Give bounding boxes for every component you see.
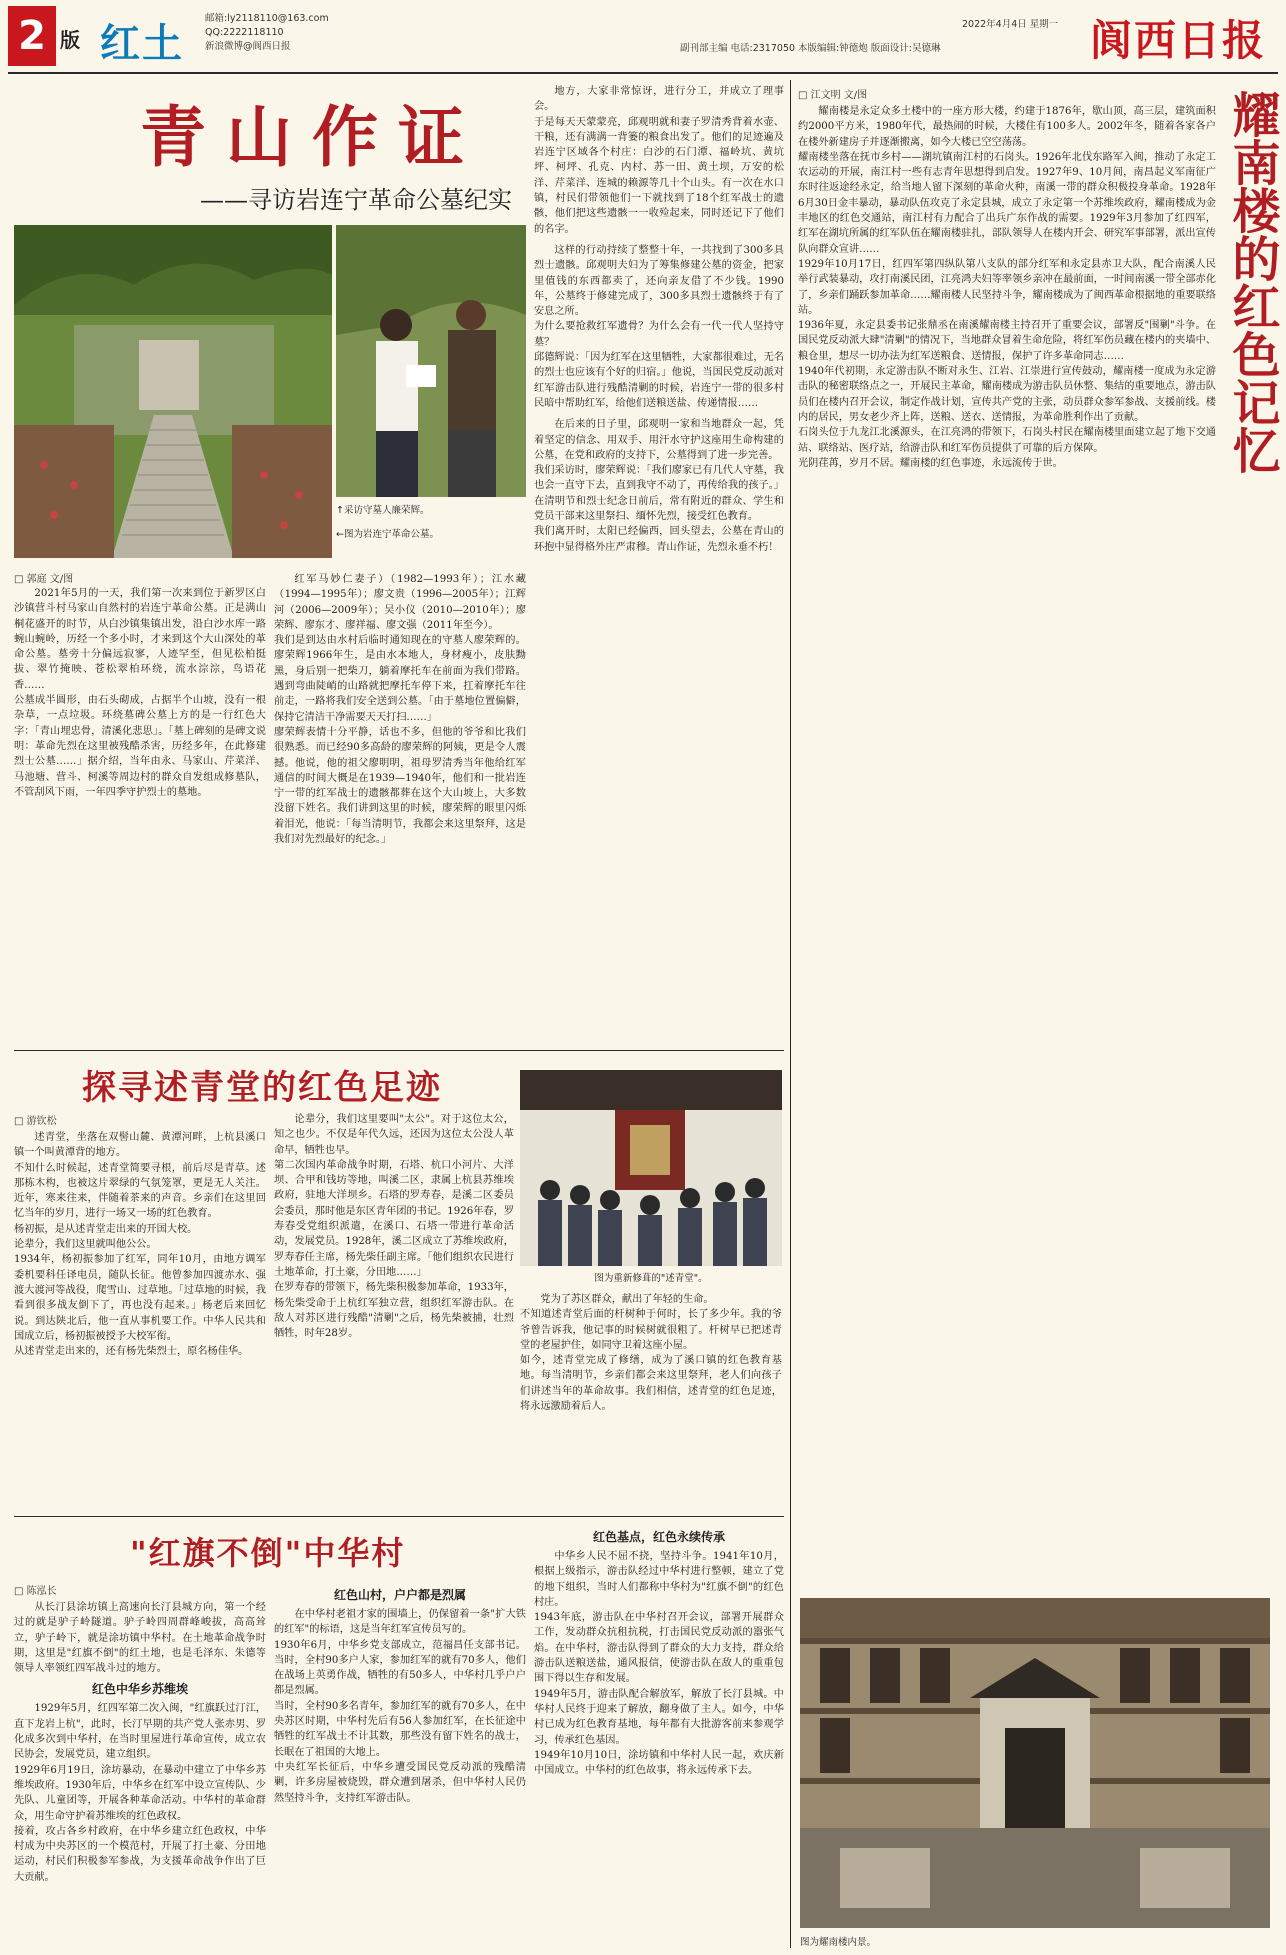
article4-subhead1: 红色中华乡苏维埃 — [91, 1682, 188, 1697]
article4-subhead2: 红色山村，户户都是烈属 — [333, 1588, 466, 1602]
article1-byline: □ 郭庭 文/图 — [14, 574, 74, 585]
article4-subhead3: 红色基点，红色永续传承 — [592, 1530, 725, 1544]
qq-text: QQ:2222118110 — [205, 26, 284, 38]
article2-body — [798, 104, 1216, 1588]
article3-title: 探寻述青堂的红色足迹 — [82, 1068, 442, 1108]
article4-col3-text: 中华乡人民不屈不挠，坚持斗争。1941年10月，根据上级指示，游击队经过中华村进行整顿，建立了党的地下组织，当时人们都称中华村为"红旗不倒"的红色村庄。 1943年底，游击队在中华村召开会议，部署开展群众工作，发动群众抗租抗税，打击国民党反动派的嚣张气焰。在中华村，游击队得到了群众的大力支持，群众给游击队送粮送盐，通风报信，使游击队在敌人的重重包围下得以生存和发展。 1949年5月，游击队配合解放军，解放了长汀县城。中华村人民终于迎来了解放，翻身做了主人。如今，中华村已成为红色教育基地，每年都有大批游客前来参观学习，传承红色基因。 1949年10月10日，涂坊镇和中华村人民一起，欢庆新中国成立。中华村的红色故事，将永远传承下去。 — [534, 1551, 784, 1777]
yaonan-caption: 图为耀南楼内景。 — [800, 1937, 877, 1948]
article1-subtitle: ——寻访岩连宁革命公墓纪实 — [200, 186, 512, 214]
email-text: 邮箱:ly2118110@163.com — [205, 13, 329, 24]
article4-col3 — [534, 1524, 784, 1948]
article1-bottom-rule — [14, 1050, 784, 1051]
article4-byline: □ 陈泓长 — [14, 1586, 57, 1597]
article3-col1-text: 述青堂，坐落在双髻山麓、黄潭河畔，上杭县溪口镇一个叫黄潭背的地方。 不知什么时候起，述青堂简要寻根，前后尽是青草。述那栋木构，也被这片翠绿的气氛笼罩，更是无人关注。近年，寒来往来，伴随着茶来的声音。乡亲们在这里回忆当年的岁月，进行一场又一场的红色教育。 杨初振，是从述青堂走出来的开国大校。 论辈分，我们这里就叫他公公。 1934年，杨初振参加了红军，同年10月，由地方调军委机要科任译电员，随队长征。他曾参加四渡赤水、强渡大渡河等战役，爬雪山、过草地。「过草地的时候，我看到很多战友倒下了，再也没有起来。」杨老后来回忆说。到达陕北后，他一直从事机要工作。中华人民共和国成立后，杨初振被授予大校军衔。 从述青堂走出来的，还有杨先柴烈士，原名杨佳华。 — [14, 1132, 266, 1358]
section-title: 红土 — [100, 21, 184, 67]
article1-col3c-text: 在后来的日子里，邱观明一家和当地群众一起，凭着坚定的信念、用双手、用汗水守护这座用生命构建的公墓，在党和政府的支持下，公墓得到了进一步完善。 我们采访时，廖荣辉说：「我们廖家已有几代人守墓，我也会一直守下去，直到我守不动了，再传给我的孩子。」在清明节和烈士纪念日前后，常有附近的群众、学生和党员干部来这里祭扫、缅怀先烈，接受红色教育。 我们离开时，太阳已经偏西，回头望去，公墓在青山的环抱中显得格外庄严肃穆。青山作证，先烈永垂不朽！ — [534, 419, 784, 553]
date-text: 2022年4月4日 星期一 — [962, 19, 1059, 30]
yaonan-illustration — [800, 1598, 1270, 1928]
editor-text: 副刊部主编 电话:2317050 本版编辑:钟德炮 版面设计:吴德琳 — [680, 43, 941, 54]
page-number: 2 — [18, 13, 46, 59]
article1-col3b-text: 这样的行动持续了整整十年，一共找到了300多具烈士遗骸。邱观明夫妇为了筹集修建公墓的资金，把家里值钱的东西都卖了，还向亲友借了不少钱。1990年，公墓终于修建完成了，300多具烈士遗骸终于有了安息之所。 为什么要抢救红军遗骨？为什么会有一代一代人坚持守墓？ 邱德辉说：「因为红军在这里牺牲，大家都很难过，无名的烈士也应该有个好的归宿。」他说，当国民党反动派对红军游击队进行残酷清剿的时候，岩连宁一带的很多村民暗中帮助红军，给他们送粮送盐、传递情报…… — [534, 244, 784, 409]
article4-col1-text: 1929年5月，红四军第二次入闽，"红旗跃过汀江，直下龙岩上杭"，此时，长汀早期的共产党人张赤男、罗化成多次到中华村，在当时里屋进行革命宣传，成立农民协会，发展党员，建立组织。 1929年6月19日，涂坊暴动，在暴动中建立了中华乡苏维埃政府。1930年后，中华乡在红军中设立宣传队、少先队、儿童团等，开展各种革命活动。中华村的革命群众，用生命守护着苏维埃的红色政权。 接着，攻占各乡村政府，在中华乡建立红色政权，中华村成为中央苏区的一个模范村，开展了打土豪、分田地运动，村民们积极参军参战，为支援革命战争作出了巨大贡献。 — [14, 1703, 266, 1883]
article4-col2-text: 在中华村老祖才家的围墙上，仍保留着一条"扩大铁的红军"的标语，这是当年红军宣传员写的。 1930年6月，中华乡党支部成立，范福昌任支部书记。当时，全村90多户人家，参加红军的就有70多人，他们在战场上英勇作战，牺牲的有50多人，中华村几乎户户都是烈属。 当时，全村90多名青年，参加红军的就有70多人，在中央苏区时期，中华村先后有56人参加红军，在长征途中牺牲的红军战士不计其数，那些没有留下姓名的战士，长眠在了祖国的大地上。 中央红军长征后，中华乡遭受国民党反动派的残酷清剿，许多房屋被烧毁，群众遭到屠杀，但中华村人民仍然坚持斗争，支持红军游击队。 — [274, 1609, 526, 1804]
newspaper-name: 阆西日报 — [1090, 16, 1267, 65]
yaonan-building-photo — [800, 1598, 1270, 1928]
article3-col2-text: 论辈分，我们这里要叫"太公"。对于这位太公，知之也少。不仅是年代久远，还因为这位太公没人革命早，牺牲也早。 第二次国内革命战争时期，石塔、杭口小河片、大洋坝、合甲和钱坊等地，叫溪二区，隶属上杭县苏维埃政府，驻地大洋坝乡。石塔的罗寿春，是溪二区委员会委员，那时他是东区青年团的书记。1926年春，罗寿春受党组织派遣，在溪口、石塔一带进行革命活动，发展党员。1928年，溪二区成立了苏维埃政府，罗寿春任主席，杨先柴任副主席。「他们组织农民进行土地革命，打土豪，分田地……」 在罗寿春的带领下，杨先柴积极参加革命，1933年，杨先柴受命于上杭红军独立营，组织红军游击队。在敌人对苏区进行残酷"清剿"之后，杨先柴被捕，壮烈牺牲，时年28岁。 — [274, 1114, 514, 1340]
article4-title: "红旗不倒"中华村 — [130, 1534, 406, 1572]
article3-col3-text: 党为了苏区群众，献出了年轻的生命。 不知道述青堂后面的杆树种于何时，长了多少年。我的爷爷曾告诉我，他记事的时候树就很粗了。杆树早已把述青堂的老屋护住，如同守卫着这座小屋。 如今，述青堂完成了修缮，成为了溪口镇的红色教育基地。每当清明节，乡亲们都会来这里祭拜，老人们向孩子们讲述当年的革命故事。我们相信，述青堂的红色足迹，将永远激励着后人。 — [520, 1294, 782, 1413]
shuqingtang-illustration — [520, 1070, 782, 1266]
shuqingtang-caption: 图为重新修葺的"述青堂"。 — [594, 1273, 708, 1284]
cemetery-photo — [14, 225, 332, 558]
article1-col2 — [274, 572, 526, 1044]
interview-caption: ↑采访守墓人廉荣辉。 — [336, 505, 430, 516]
article1-col1 — [14, 586, 266, 1044]
weibo-text: 新浪微博@阆西日报 — [205, 40, 291, 52]
interview-illustration — [336, 225, 526, 497]
article4-intro-text: 从长汀县涂坊镇上高速向长汀县城方向，第一个经过的就是驴子岭隧道。驴子岭四周群峰峻拔，高高耸立，驴子岭下，就是涂坊镇中华村。在土地革命战争时期，这里是"红旗不倒"的红土地，也是毛泽东、朱德等领导人率领红四军战斗过的地方。 — [14, 1602, 266, 1675]
article1-col2-text: 红军马妙仁妻子）（1982—1993年）；江水藏（1994—1995年）；廖文贵（1996—2005年）；江辉河（2006—2009年）；吴小仪（2010—2010年）；廖荣辉、廖东才、廖祥福、廖文强（2011年至今）。 我们是到达由水村后临时通知现在的守墓人廖荣辉的。廖荣辉1966年生，是由水本地人，身材瘦小，皮肤黝黑，身后别一把柴刀，躺着摩托车在前面为我们带路。遇到弯曲陡峭的山路就把摩托车停下来，扛着摩托车往前走，一路将我们安全送到公墓。「由于墓地位置偏僻，保持它清洁干净需要天天打扫……」 廖荣辉表情十分平静，话也不多，但他的爷爷和比我们很熟悉。而已经90多高龄的廖荣辉的阿姨，更是令人震撼。他说，他的祖父廖明明，祖母罗清秀当年他给红军通信的时间大概是在1939—1940年，他们和一批岩连宁一带的红军战士的遗骸都葬在这个大山坡上，大多数没留下姓名。我们讲到这里的时候，廖荣辉的眼里闪烁着泪光，他说：「每当清明节，我都会来这里祭拜，这是我们对先烈最好的纪念。」 — [274, 574, 526, 846]
article1-title: 青山作证 — [140, 98, 484, 176]
article2-text: 耀南楼是永定众多土楼中的一座方形大楼，约建于1876年，歇山顶，高三层，建筑面积约2000平方米，1980年代，最热闹的时候，大楼住有100多人。2002年冬，随着各家各户在楼外新建房子并逐渐搬离，如今大楼已空空荡荡。 耀南楼坐落在抚市乡村——湖坑镇南江村的石岗头。1926年北伐东路军入闽，推动了永定工农运动的开展，南江村一些有志青年思想得到启发。1927年9、10月间，南昌起义军南征广东时往返途经永定，给当地人留下深刻的革命火种，南溪一带的群众积极投身革命。1928年6月30日金丰暴动，暴动队伍攻克了永定县城，成立了永定第一个苏维埃政府，耀南楼成为金丰地区的红色交通站，南江村有力配合了出兵广东作战的需要。1929年3月参加了红四军，红军在湖坑所属的红军队伍在耀南楼驻扎，部队领导人在楼内开会、研究军事部署，派出宣传队向群众宣讲…… 1929年10月17日，红四军第四纵队第八支队的部分红军和永定县赤卫大队，配合南溪人民举行武装暴动，攻打南溪民团，江亮鸿夫妇等率领乡亲冲在最前面，一时间南溪一带全部赤化了，乡亲们踊跃参加革命……耀南楼人民坚持斗争，耀南楼成为了闽西革命根据地的重要联络站。 1936年夏，永定县委书记张鼎丞在南溪耀南楼主持召开了重要会议，部署反"围剿"斗争。在国民党反动派大肆"清剿"的情况下，当地群众冒着生命危险，将红军伤员藏在楼内的夹墙中、粮仓里，想尽一切办法为红军送粮食、送情报，保护了许多革命同志…… 1940年代初期，永定游击队不断对永生、江岩、江崇进行宣传鼓动，耀南楼一度成为永定游击队的秘密联络点之一，开展民主革命，耀南楼成为游击队员休整、集结的重要地点，游击队员们在楼内召开会议，制定作战计划，宣传共产党的主张，动员群众参军参战、支援前线。楼内的居民，男女老少齐上阵，送粮、送衣、送情报，为革命胜利作出了贡献。 石岗头位于九龙江北溪源头，在江亮鸿的带领下，石岗头村民在耀南楼里面建立起了地下交通站、联络站、医疗站，给游击队和红军伤员提供了可靠的后方保障。 光阴荏苒，岁月不居。耀南楼的红色事迹，永远流传于世。 — [798, 106, 1216, 469]
article1-col3a-text: 地方，大家非常惊讶，进行分工，并成立了理事会。 于是每天天蒙蒙亮，邱观明就和妻子罗清秀背着水壶、干粮，还有满满一背篓的粮食出发了。他们的足迹遍及岩连宁区域各个村庄：白沙的石门潭、福岭坑、黄坑坪、柯坪、孔克、内村、苏一田、黄土坝，万安的松洋、芹菜洋、连城的赖源等几十个山头。有一次在水口镇，村民们带领他们一下就找到了18个红军战士的遗骸，他们把这些遗骸一一收殓起来，同时还记下了他们的名字。 — [534, 86, 784, 235]
shuqingtang-photo — [520, 1070, 782, 1266]
cemetery-illustration — [14, 225, 332, 558]
article2-byline: □ 江文明 文/图 — [798, 90, 868, 101]
cemetery-caption: ←图为岩连宁革命公墓。 — [336, 529, 439, 540]
header-rule — [8, 72, 1278, 74]
interview-photo — [336, 225, 526, 497]
contact-block — [205, 12, 329, 53]
article2-title: 耀南楼的红色记忆 — [1224, 90, 1280, 474]
article1-col3 — [534, 84, 784, 1044]
article3-col1 — [14, 1130, 266, 1510]
article1-col1-text: 2021年5月的一天，我们第一次来到位于新罗区白沙镇营斗村马家山自然村的岩连宁革命公墓。正是满山桐花盛开的时节，从白沙镇集镇出发，沿白沙水库一路蜿山蜿岭，历经一个多小时，才来到这个大山深处的革命公墓。墓旁十分偏远寂寥，人迹罕至，但见松柏挺拔、翠竹掩映、苍松翠柏环绕，流水淙淙，鸟语花香…… 公墓成半圆形，由石头砌成，占据半个山坡，没有一根杂草，一点垃圾。环绕墓碑公墓上方的是一行红色大字：「青山埋忠骨，清溪化悲思」。「墓上碑刻的是碑文说明：革命先烈在这里被残酷杀害，历经多年，在此修建烈士公墓……」据介绍，当年由永、马家山、芹菜洋、马池塘、营斗、柯溪等周边村的群众自发组成修墓队，不管刮风下雨，一年四季守护烈士的墓地。 — [14, 588, 266, 798]
article3-bottom-rule — [14, 1516, 784, 1517]
page-number-badge — [8, 6, 56, 66]
article4-col2 — [274, 1582, 526, 1948]
page-suffix: 版 — [60, 28, 80, 52]
article3-col2 — [274, 1112, 514, 1510]
article4-col1 — [14, 1600, 266, 1948]
article3-byline: □ 游钦松 — [14, 1116, 57, 1127]
article3-col3 — [520, 1292, 782, 1510]
right-column-divider — [790, 80, 791, 1948]
